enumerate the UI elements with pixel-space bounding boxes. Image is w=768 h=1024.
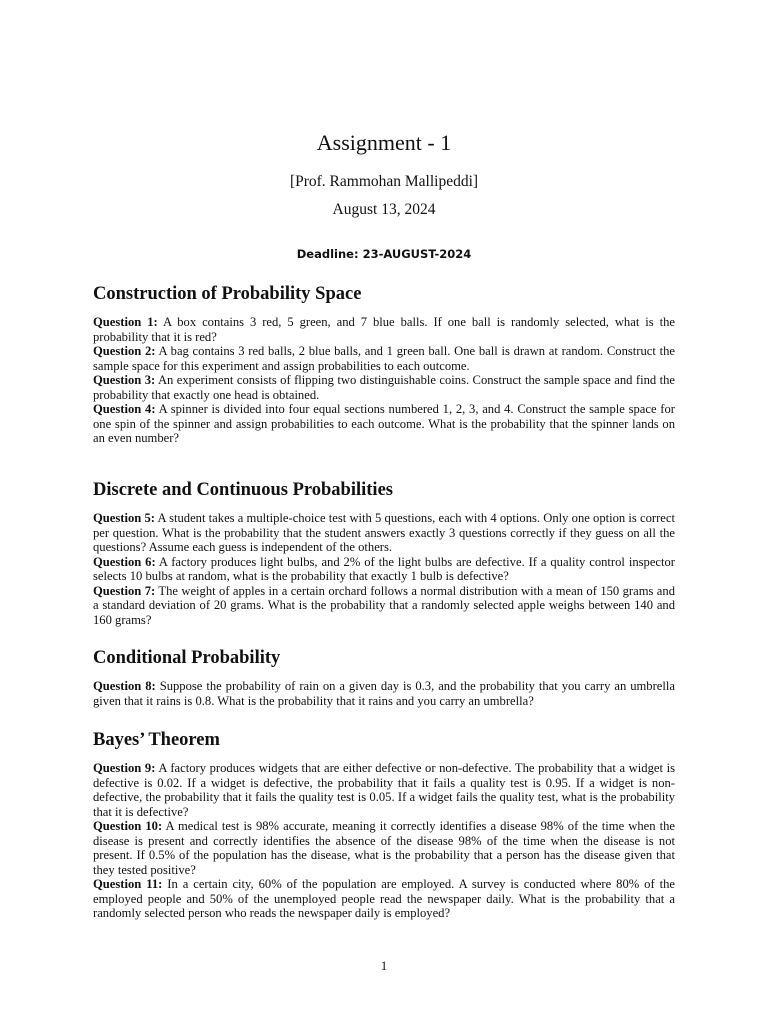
- question-text: The weight of apples in a certain orchard follows a normal distribution with a mean of 150 grams and a standard deviation of 20 grams. What is the probability that a randomly selected apple weighs between 140 and 160 grams?: [93, 583, 675, 627]
- question-list: [93, 761, 675, 921]
- question-6: [93, 555, 675, 584]
- question-text: In a certain city, 60% of the population are employed. A survey is conducted where 80% of the employed people and 50% of the unemployed people read the newspaper daily. What is the probability that a randomly selected person who reads the newspaper daily is employed?: [93, 877, 676, 920]
- section-probability-space: [93, 282, 675, 446]
- date-line: August 13, 2024: [332, 201, 436, 218]
- question-label: Question 3:: [93, 373, 156, 387]
- question-label: Question 10:: [93, 819, 163, 833]
- author-line: [Prof. Rammohan Mallipeddi]: [289, 173, 479, 190]
- deadline-line: Deadline: 23-AUGUST-2024: [296, 247, 472, 261]
- question-11: [93, 877, 675, 921]
- question-text: An experiment consists of flipping two distinguishable coins. Construct the sample space and find the probability that exactly one head is obtained.: [93, 373, 675, 402]
- section-bayes: [93, 728, 675, 921]
- section-heading: Bayes’ Theorem: [93, 730, 220, 750]
- question-label: Question 7:: [93, 583, 156, 598]
- section-conditional: [93, 646, 675, 708]
- question-label: Question 5:: [93, 511, 155, 525]
- question-text: A student takes a multiple-choice test with 5 questions, each with 4 options. Only one option is correct per question. What is the probability that the student answers exactly 3 questions correctly if they guess on all the questions? Assume each guess is independent of the others.: [93, 511, 675, 554]
- question-label: Question 2:: [93, 344, 156, 358]
- section-heading: Construction of Probability Space: [93, 284, 362, 304]
- question-label: Question 6:: [93, 554, 156, 569]
- question-label: Question 1:: [93, 315, 158, 329]
- question-label: Question 9:: [93, 761, 156, 775]
- question-text: A box contains 3 red, 5 green, and 7 blue balls. If one ball is randomly selected, what is the probability that it is red?: [93, 315, 675, 344]
- question-text: A spinner is divided into four equal sections numbered 1, 2, 3, and 4. Construct the sample space for one spin of the spinner and assign probabilities to each outcome. What is the probability that the spinner lands on an even number?: [93, 402, 675, 445]
- question-text: Suppose the probability of rain on a given day is 0.3, and the probability that you carry an umbrella given that it rains is 0.8. What is the probability that it rains and you carry an umbrella?: [93, 679, 675, 708]
- question-text: A medical test is 98% accurate, meaning it correctly identifies a disease 98% of the time when the disease is present and correctly identifies the absence of the disease 98% of the time when the disease is not present. If 0.5% of the population has the disease, what is the probability that a person has the disease given that they tested positive?: [93, 819, 675, 877]
- question-4: [93, 402, 675, 446]
- question-8: [93, 679, 675, 708]
- question-text: A bag contains 3 red balls, 2 blue balls, and 1 green ball. One ball is drawn at random. Construct the sample space for this experiment and assign probabilities to each outcome.: [93, 344, 675, 373]
- question-text: A factory produces widgets that are either defective or non-defective. The probability that a widget is defective is 0.02. If a widget is defective, the probability that it fails a quality test is 0.95. If a widget is non-defective, the probability that it fails the quality test is 0.05. If a widget fails the quality test, what is the probability that it is defective?: [93, 761, 675, 819]
- page-number: 1: [380, 959, 388, 973]
- question-3: [93, 373, 675, 402]
- question-10: [93, 819, 675, 877]
- question-label: Question 8:: [93, 679, 156, 693]
- section-discrete-continuous: [93, 478, 675, 627]
- section-heading: Discrete and Continuous Probabilities: [93, 480, 393, 500]
- question-list: [93, 315, 675, 446]
- section-heading: Conditional Probability: [93, 648, 281, 668]
- question-5: [93, 511, 675, 555]
- question-list: [93, 679, 675, 708]
- question-1: [93, 315, 675, 344]
- document-title: Assignment - 1: [316, 130, 452, 155]
- question-label: Question 4:: [93, 402, 156, 416]
- question-list: [93, 511, 675, 627]
- question-2: [93, 344, 675, 373]
- question-text: A factory produces light bulbs, and 2% of the light bulbs are defective. If a quality control inspector selects 10 bulbs at random, what is the probability that exactly 1 bulb is defective?: [93, 554, 675, 583]
- question-7: [93, 584, 675, 628]
- question-9: [93, 761, 675, 819]
- question-label: Question 11:: [93, 877, 163, 891]
